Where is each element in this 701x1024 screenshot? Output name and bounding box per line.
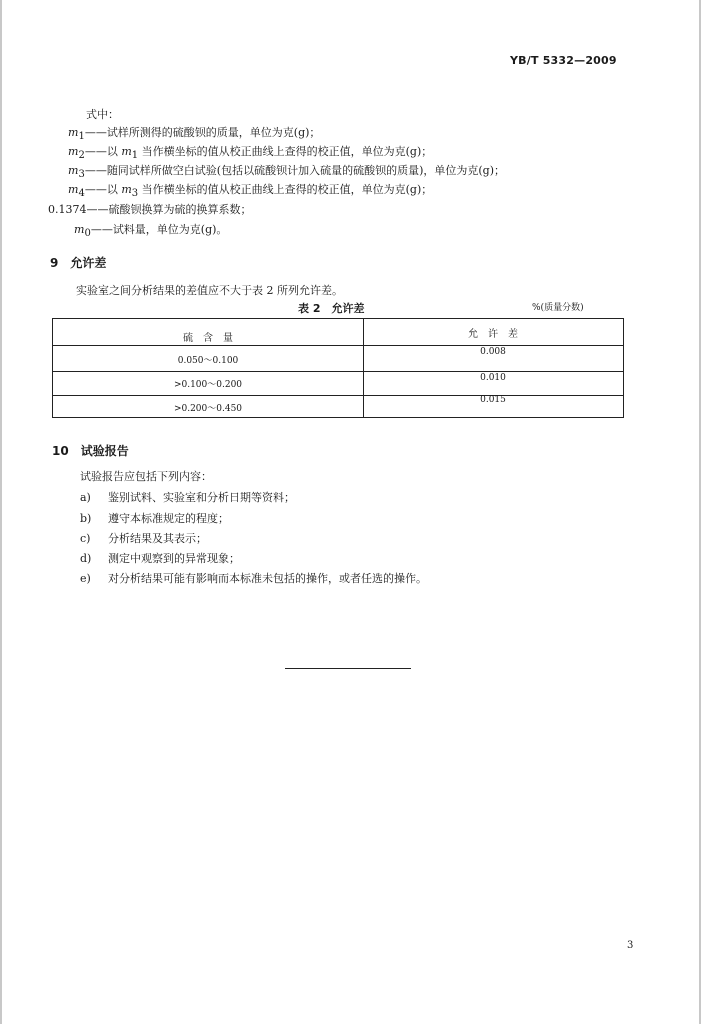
symbol: m bbox=[68, 164, 79, 177]
ref-symbol-sub: 3 bbox=[131, 188, 139, 200]
table-row-2-tolerance: 0.010 bbox=[480, 373, 506, 383]
report-item-e bbox=[80, 570, 427, 586]
table-2 bbox=[52, 318, 624, 418]
row-divider bbox=[53, 371, 623, 372]
item-text: 对分析结果可能有影响而本标准未包括的操作，或者任选的操作。 bbox=[108, 572, 427, 585]
table-row-2-content: >0.100～0.200 bbox=[173, 380, 243, 390]
symbol-sub: 2 bbox=[78, 150, 85, 162]
section-10-intro: 试验报告应包括下列内容： bbox=[80, 470, 212, 483]
symbol: m bbox=[68, 126, 79, 139]
dash: —— bbox=[84, 164, 107, 177]
section-title: 试验报告 bbox=[80, 444, 129, 458]
table-header-sulfur-content: 硫 含 量 bbox=[183, 333, 233, 344]
item-label: a) bbox=[80, 491, 91, 504]
report-item-b bbox=[80, 510, 229, 526]
item-text: 遵守本标准规定的程度； bbox=[108, 512, 229, 525]
symbol: 0.1374 bbox=[48, 203, 87, 216]
dash: —— bbox=[86, 203, 109, 216]
table-row-1-tolerance: 0.008 bbox=[480, 347, 506, 357]
table-row-3-tolerance: 0.015 bbox=[480, 395, 506, 405]
symbol: m bbox=[68, 183, 79, 196]
dash: —— bbox=[84, 126, 107, 139]
scan-edge-left bbox=[0, 0, 2, 1024]
item-label: c) bbox=[80, 532, 91, 545]
legend-item-m4 bbox=[68, 181, 432, 199]
symbol: m bbox=[68, 145, 79, 158]
item-text: 鉴别试料、实验室和分析日期等资料； bbox=[108, 491, 295, 504]
ref-symbol-sub: 1 bbox=[131, 150, 139, 162]
dash: —— bbox=[84, 145, 107, 158]
definition: 随同试样所做空白试验(包括以硫酸钡计加入硫量的硫酸钡的质量)，单位为克(g)； bbox=[106, 164, 506, 177]
item-text: 测定中观察到的异常现象； bbox=[108, 552, 240, 565]
ref-symbol: m bbox=[121, 145, 132, 158]
item-label: d) bbox=[80, 552, 92, 565]
section-number: 10 bbox=[52, 444, 69, 458]
dash: —— bbox=[84, 183, 107, 196]
section-9-heading bbox=[50, 254, 106, 271]
legend-intro: 式中： bbox=[86, 108, 119, 121]
definition: 当作横坐标的值从校正曲线上查得的校正值，单位为克(g)； bbox=[138, 145, 433, 158]
symbol-sub: 3 bbox=[78, 169, 85, 181]
definition: 硫酸钡换算为硫的换算系数； bbox=[108, 203, 252, 216]
report-item-a bbox=[80, 489, 295, 505]
symbol: m bbox=[74, 223, 85, 236]
report-item-c bbox=[80, 530, 207, 546]
symbol-sub: 4 bbox=[78, 188, 85, 200]
item-text: 分析结果及其表示； bbox=[108, 532, 207, 545]
section-title: 允许差 bbox=[70, 256, 107, 270]
item-label: e) bbox=[80, 572, 91, 585]
legend-item-factor bbox=[48, 201, 252, 217]
table-caption: 表 2 允许差 bbox=[298, 302, 365, 315]
definition-prefix: 以 bbox=[106, 183, 122, 196]
dash: —— bbox=[90, 223, 113, 236]
end-of-standard-rule bbox=[285, 668, 411, 669]
table-row-1-content: 0.050～0.100 bbox=[177, 356, 239, 366]
page-number: 3 bbox=[627, 940, 634, 951]
table-header-tolerance: 允 许 差 bbox=[468, 329, 518, 340]
definition: 试料量，单位为克(g)。 bbox=[112, 223, 228, 236]
ref-symbol: m bbox=[121, 183, 132, 196]
header-divider bbox=[53, 345, 623, 346]
table-unit: %(质量分数) bbox=[532, 303, 584, 313]
section-9-body: 实验室之间分析结果的差值应不大于表 2 所列允许差。 bbox=[76, 284, 343, 297]
report-item-d bbox=[80, 550, 240, 566]
legend-item-m3 bbox=[68, 162, 505, 180]
item-label: b) bbox=[80, 512, 92, 525]
section-number: 9 bbox=[50, 256, 59, 270]
definition: 当作横坐标的值从校正曲线上查得的校正值，单位为克(g)； bbox=[138, 183, 433, 196]
table-row-3-content: >0.200～0.450 bbox=[173, 404, 243, 414]
legend-item-m1 bbox=[68, 124, 320, 142]
legend-item-m0 bbox=[74, 221, 227, 239]
symbol-sub: 0 bbox=[84, 228, 91, 240]
definition-prefix: 以 bbox=[106, 145, 122, 158]
legend-item-m2 bbox=[68, 143, 432, 161]
symbol-sub: 1 bbox=[78, 131, 85, 143]
section-10-heading bbox=[52, 442, 129, 459]
definition: 试样所测得的硫酸钡的质量，单位为克(g)； bbox=[106, 126, 321, 139]
standard-code-header: YB/T 5332—2009 bbox=[510, 54, 617, 67]
